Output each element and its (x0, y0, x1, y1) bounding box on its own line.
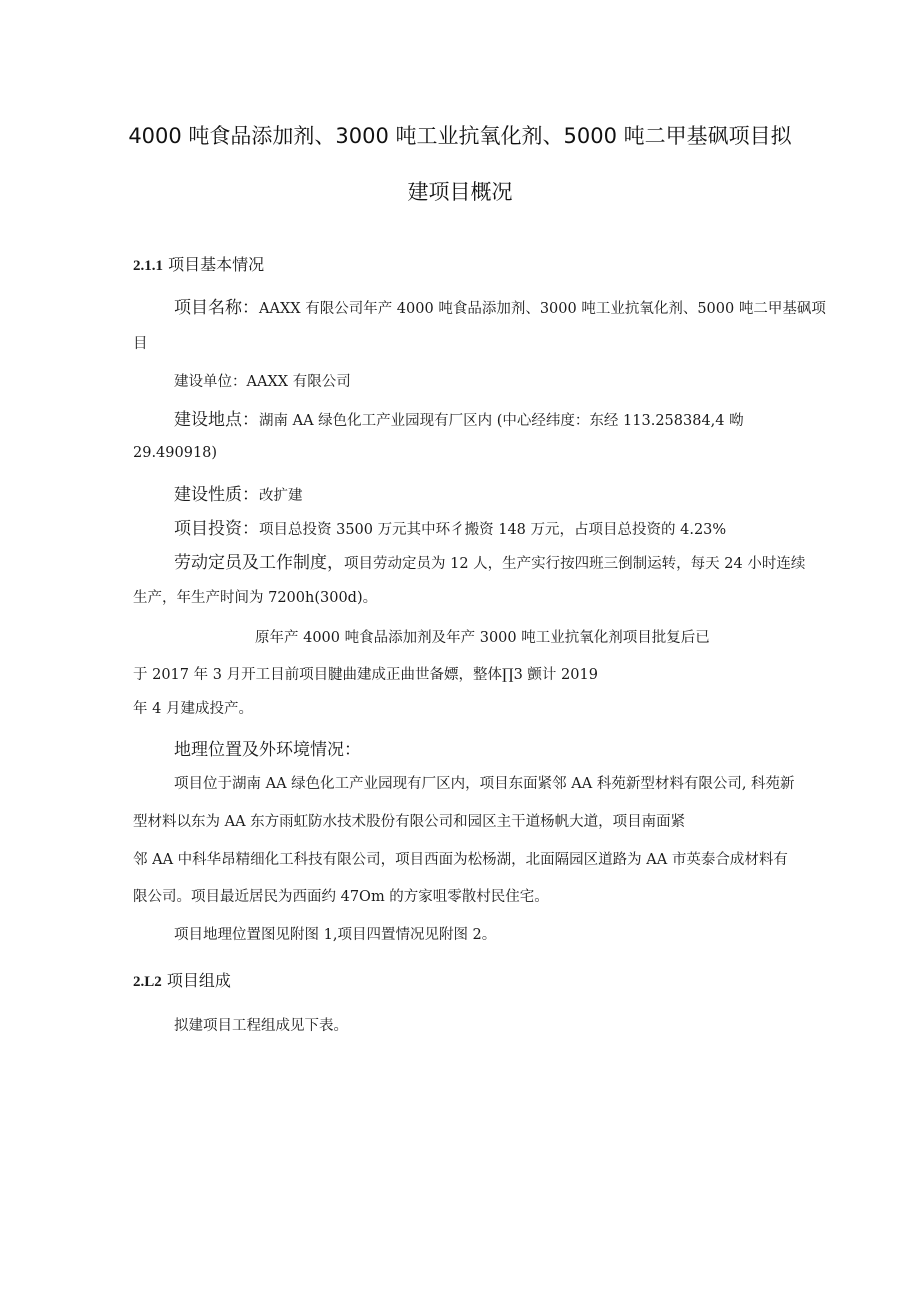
investment-label: 项目投资： (174, 519, 259, 539)
section-heading-2-1-1 (133, 252, 264, 275)
labor-value: 项目劳动定员为 12 人，生产实行按四班三倒制运转，每天 24 小时连续 (344, 556, 806, 572)
project-name-value: AAXX 有限公司年产 4000 吨食品添加剂、3000 吨工业抗氧化剂、5000 吨二甲基砜项 (259, 301, 826, 317)
page-title-line-1: 4000 吨食品添加剂、3000 吨工业抗氧化剂、5000 吨二甲基砜项目拟 (128, 124, 792, 148)
construction-unit-label: 建设单位： (174, 374, 247, 390)
construction-unit-value: AAXX 有限公司 (246, 374, 351, 390)
project-name-line (174, 293, 826, 318)
geography-paragraph-line-3: 邻 AA 中科华昂精细化工科技有限公司，项目西面为松杨湖，北面隔园区道路为 AA 市英泰合成材料有 (133, 852, 788, 868)
investment-line (174, 514, 726, 539)
project-name-label: 项目名称： (174, 298, 259, 318)
page-title-line-2: 建项目概况 (407, 180, 513, 204)
project-name-continuation: 目 (133, 336, 148, 352)
section-label: 项目基本情况 (168, 255, 265, 274)
investment-value: 项目总投资 3500 万元其中环彳搬资 148 万元，占项目总投资的 4.23% (259, 522, 727, 538)
geography-heading: 地理位置及外环境情况： (174, 740, 361, 760)
construction-site-label: 建设地点： (174, 410, 259, 430)
construction-nature-value: 改扩建 (259, 488, 303, 504)
composition-note: 拟建项目工程组成见下表。 (174, 1018, 348, 1034)
construction-nature-label: 建设性质： (174, 485, 259, 505)
labor-line (174, 548, 805, 573)
construction-nature-line (174, 480, 303, 505)
geography-paragraph-line-4: 限公司。项目最近居民为西面约 47Om 的方家咀零散村民住宅。 (133, 889, 549, 905)
section-number: 2.L2 (133, 974, 162, 990)
construction-site-line (174, 405, 744, 430)
construction-site-continuation: 29.490918) (133, 445, 218, 461)
labor-continuation: 生产，年生产时间为 7200h(300d)。 (133, 590, 378, 606)
history-line-1: 原年产 4000 吨食品添加剂及年产 3000 吨工业抗氧化剂项目批复后已 (255, 630, 710, 646)
geography-paragraph-line-2: 型材料以东为 AA 东方雨虹防水技术股份有限公司和园区主干道杨帆大道，项目南面紧 (133, 814, 686, 830)
labor-label: 劳动定员及工作制度， (174, 553, 344, 573)
section-number: 2.1.1 (133, 258, 163, 274)
geography-paragraph-line-1: 项目位于湖南 AA 绿色化工产业园现有厂区内，项目东面紧邻 AA 科苑新型材料有限公司, 科苑新 (174, 776, 795, 792)
history-line-2: 于 2017 年 3 月开工目前项目腱曲建成正曲世备嫖，整体∏3 颤计 2019 (133, 667, 598, 683)
construction-unit-line (174, 370, 351, 391)
section-heading-2-1-2 (133, 968, 231, 991)
figures-reference: 项目地理位置图见附图 1,项目四置情况见附图 2。 (174, 927, 497, 943)
construction-site-value: 湖南 AA 绿色化工产业园现有厂区内 (中心经纬度：东经 113.258384,4 呦 (259, 413, 744, 429)
history-line-3: 年 4 月建成投产。 (133, 701, 253, 717)
section-label: 项目组成 (166, 971, 231, 990)
